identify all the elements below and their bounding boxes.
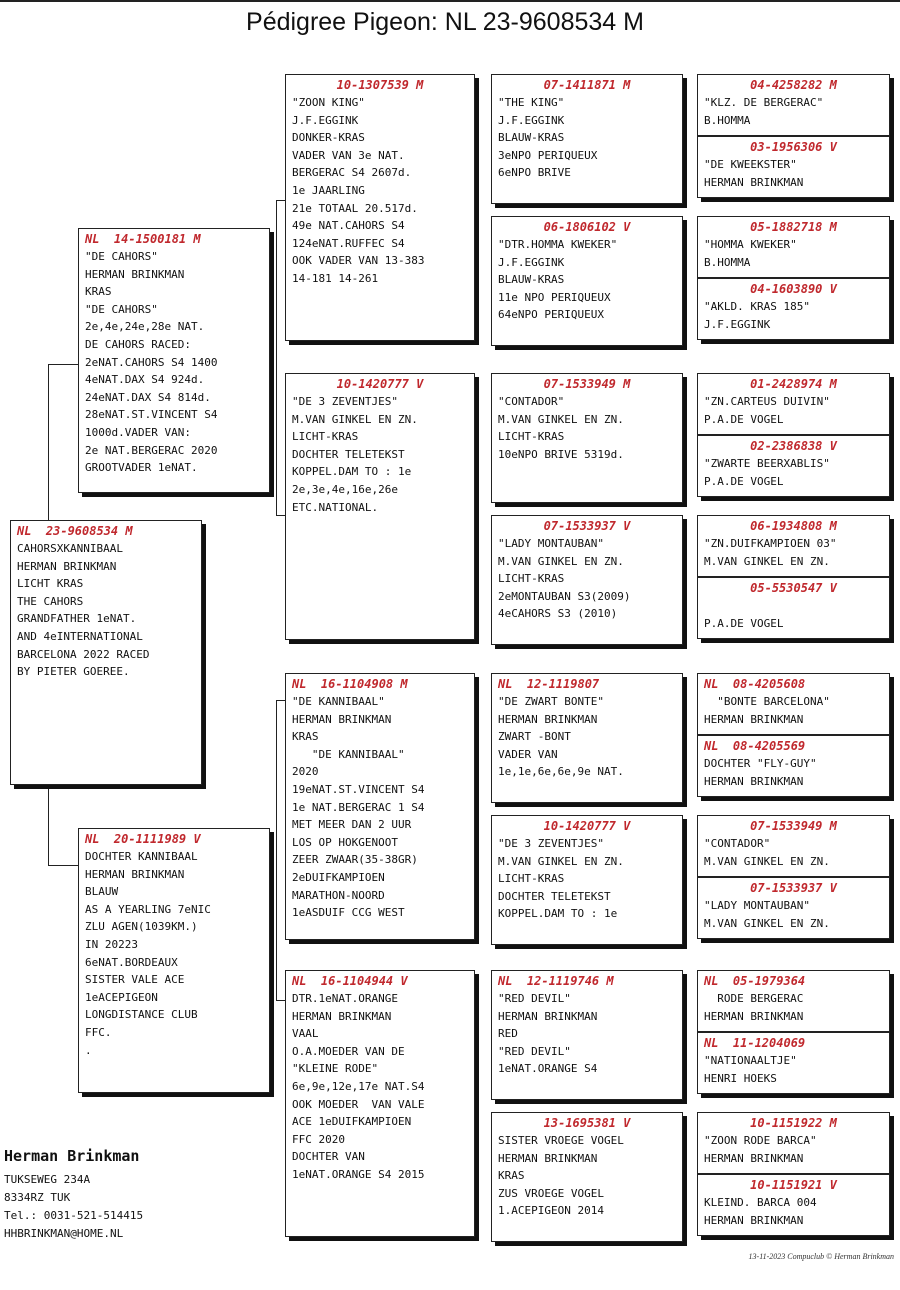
pigeon-info-line: "DE 3 ZEVENTJES" (498, 837, 604, 850)
connector-line (276, 700, 277, 1000)
pigeon-info-line: GRANDFATHER 1eNAT. (17, 612, 137, 626)
pigeon-info-line: BY PIETER GOEREE. (17, 665, 130, 679)
ring-number: NL 16-1104908 M (292, 677, 408, 691)
pigeon-info-line: "RED DEVIL" (498, 992, 571, 1005)
pigeon-info-line: LONGDISTANCE CLUB (85, 1008, 198, 1022)
pigeon-info-line: KLEIND. BARCA 004 (704, 1196, 817, 1209)
ring-number: NL 05-1979364 (704, 974, 806, 988)
top-border (0, 0, 900, 2)
breeder-email: HHBRINKMAN@HOME.NL (4, 1227, 124, 1240)
pigeon-info-line: P.A.DE VOGEL (704, 616, 784, 630)
pigeon-info-line: HERMAN BRINKMAN (498, 1151, 598, 1165)
pigeon-info-line: HERMAN BRINKMAN (704, 712, 804, 726)
pigeon-card (491, 515, 683, 645)
ring-number: 04-1603890 V (750, 282, 837, 296)
pigeon-info-line: HERMAN BRINKMAN (17, 559, 117, 573)
pigeon-info-line: ZEER ZWAAR(35-38GR) (292, 853, 418, 867)
pigeon-info-line: SISTER VALE ACE (85, 973, 185, 987)
ring-number: NL 08-4205569 (704, 739, 806, 753)
pigeon-card (491, 74, 683, 204)
pigeon-card (78, 228, 270, 493)
pigeon-info-line: "DE KWEEKSTER" (704, 158, 797, 171)
ring-number: 10-1420777 V (336, 377, 424, 391)
pigeon-info-line: 2e,3e,4e,16e,26e (292, 482, 398, 496)
pigeon-info-line: "RED DEVIL" (498, 1044, 571, 1058)
connector-line (276, 200, 277, 515)
ring-number: NL 14-1500181 M (85, 232, 201, 246)
pigeon-info-line: B.HOMMA (704, 255, 751, 269)
ring-number: NL 12-1119807 (498, 677, 600, 691)
pigeon-info-line: DOCHTER TELETEKST (292, 447, 405, 461)
pigeon-info-line: 24eNAT.DAX S4 814d. (85, 390, 211, 404)
ring-number: 07-1533949 M (543, 377, 631, 391)
pigeon-info-line: AS A YEARLING 7eNIC (85, 902, 211, 916)
pigeon-info-line: 1eACEPIGEON (85, 990, 158, 1004)
pigeon-card (491, 970, 683, 1100)
pigeon-info-line: HERMAN BRINKMAN (704, 175, 804, 189)
pigeon-info-line: M.VAN GINKEL EN ZN. (704, 916, 830, 930)
pigeon-card (697, 515, 890, 577)
pigeon-card (285, 74, 475, 341)
breeder-address: TUKSEWEG 234A (4, 1173, 91, 1186)
pigeon-info-line: "THE KING" (498, 96, 565, 109)
pigeon-info-line: LICHT-KRAS (498, 872, 565, 886)
pigeon-info-line: P.A.DE VOGEL (704, 474, 784, 488)
pigeon-info-line: 6e,9e,12e,17e NAT.S4 (292, 1079, 425, 1093)
pigeon-info-line: M.VAN GINKEL EN ZN. (704, 854, 830, 868)
pigeon-info-line: CAHORSXKANNIBAAL (17, 542, 123, 555)
ring-number: 02-2386838 V (750, 439, 837, 453)
pigeon-card (697, 577, 890, 639)
ring-number: 01-2428974 M (750, 377, 837, 391)
pigeon-info-line: P.A.DE VOGEL (704, 412, 784, 426)
connector-line (48, 865, 78, 866)
pigeon-info-line: BARCELONA 2022 RACED (17, 647, 150, 661)
pigeon-info-line: "DE CAHORS" (85, 302, 158, 316)
pigeon-card (10, 520, 202, 785)
pigeon-info-line: GROOTVADER 1eNAT. (85, 461, 198, 475)
footer-credit: 13-11-2023 Compuclub © Herman Brinkman (748, 1252, 894, 1261)
pigeon-info-line: HERMAN BRINKMAN (498, 1009, 598, 1023)
pigeon-info-line: LOS OP HOKGENOOT (292, 835, 398, 849)
connector-line (276, 515, 285, 516)
pigeon-info-line: 14-181 14-261 (292, 271, 379, 285)
pigeon-info-line: DOCHTER TELETEKST (498, 889, 611, 903)
pigeon-card (491, 373, 683, 503)
pigeon-info-line: VAAL (292, 1027, 319, 1041)
pigeon-info-line: VADER VAN (498, 747, 558, 761)
pigeon-info-line: DTR.1eNAT.ORANGE (292, 992, 398, 1005)
pigeon-info-line: 1e JAARLING (292, 183, 365, 197)
pigeon-info-line: "BONTE BARCELONA" (704, 695, 830, 708)
pigeon-card (697, 278, 890, 340)
pigeon-card (697, 435, 890, 497)
pigeon-card (697, 1032, 890, 1094)
pigeon-card (697, 373, 890, 435)
pigeon-info-line: KRAS (85, 285, 112, 299)
pigeon-info-line: J.F.EGGINK (498, 113, 565, 127)
pigeon-info-line: O.A.MOEDER VAN DE (292, 1044, 405, 1058)
pigeon-info-line: M.VAN GINKEL EN ZN. (498, 854, 624, 868)
pigeon-info-line: DONKER-KRAS (292, 131, 365, 145)
pigeon-info-line: HERMAN BRINKMAN (704, 1213, 804, 1227)
pigeon-info-line: 11e NPO PERIQUEUX (498, 290, 611, 304)
pigeon-info-line: 1eASDUIF CCG WEST (292, 906, 405, 920)
pigeon-info-line: 2e,4e,24e,28e NAT. (85, 320, 205, 334)
pigeon-info-line: 2eDUIFKAMPIOEN (292, 870, 385, 884)
breeder-phone: Tel.: 0031-521-514415 (4, 1209, 144, 1222)
pigeon-info-line: HERMAN BRINKMAN (85, 867, 185, 881)
pigeon-info-line: MET MEER DAN 2 UUR (292, 818, 412, 832)
page-title: Pédigree Pigeon: NL 23-9608534 M (246, 8, 644, 36)
pigeon-info-line: FFC. (85, 1025, 112, 1039)
ring-number: 07-1411871 M (543, 78, 631, 92)
pigeon-info-line: 3eNPO PERIQUEUX (498, 148, 598, 162)
pigeon-info-line: "LADY MONTAUBAN" (498, 537, 604, 550)
pigeon-info-line: 1eNAT.ORANGE S4 (498, 1062, 598, 1076)
pigeon-info-line: J.F.EGGINK (498, 255, 565, 269)
pigeon-info-line: 1.ACEPIGEON 2014 (498, 1204, 604, 1218)
pigeon-card (491, 216, 683, 346)
pigeon-info-line: 1000d.VADER VAN: (85, 425, 191, 439)
pigeon-card (491, 1112, 683, 1242)
pigeon-info-line: HERMAN BRINKMAN (498, 712, 598, 726)
pigeon-info-line: RED (498, 1027, 518, 1041)
pigeon-info-line: KRAS (292, 730, 319, 744)
pigeon-info-line: ETC.NATIONAL. (292, 500, 379, 514)
pigeon-info-line: 2e NAT.BERGERAC 2020 (85, 443, 218, 457)
pigeon-info-line: "CONTADOR" (704, 837, 771, 850)
ring-number: NL 11-1204069 (704, 1036, 806, 1050)
pigeon-info-line: OOK VADER VAN 13-383 (292, 254, 425, 268)
pigeon-info-line: 6eNAT.BORDEAUX (85, 955, 178, 969)
pigeon-info-line: M.VAN GINKEL EN ZN. (292, 412, 418, 426)
pigeon-info-line: AND 4eINTERNATIONAL (17, 629, 143, 643)
pigeon-card (697, 970, 890, 1032)
ring-number: 10-1151921 V (750, 1178, 837, 1192)
pigeon-info-line: DOCHTER "FLY-GUY" (704, 757, 817, 770)
pigeon-info-line: DE CAHORS RACED: (85, 337, 191, 351)
pigeon-info-line: 2020 (292, 765, 319, 779)
pigeon-info-line: 1e NAT.BERGERAC 1 S4 (292, 800, 425, 814)
ring-number: 06-1934808 M (750, 519, 837, 533)
pigeon-card (697, 216, 890, 278)
pigeon-card (285, 673, 475, 940)
pigeon-card (491, 673, 683, 803)
pigeon-card (285, 373, 475, 640)
ring-number: 10-1307539 M (336, 78, 424, 92)
pigeon-info-line: 19eNAT.ST.VINCENT S4 (292, 782, 425, 796)
connector-line (276, 1000, 285, 1001)
connector-line (48, 785, 49, 865)
pigeon-info-line: HERMAN BRINKMAN (292, 1009, 392, 1023)
ring-number: NL 20-1111989 V (85, 832, 201, 846)
ring-number: NL 08-4205608 (704, 677, 806, 691)
pigeon-info-line: 4eCAHORS S3 (2010) (498, 607, 618, 621)
breeder-postal: 8334RZ TUK (4, 1191, 71, 1204)
ring-number: 07-1533937 V (750, 881, 837, 895)
pigeon-info-line: 49e NAT.CAHORS S4 (292, 219, 405, 233)
breeder-name: Herman Brinkman (4, 1147, 140, 1165)
pigeon-card (78, 828, 270, 1093)
pigeon-info-line: LICHT-KRAS (498, 430, 565, 444)
pigeon-info-line: J.F.EGGINK (704, 317, 771, 331)
ring-number: 13-1695381 V (543, 1116, 631, 1130)
pigeon-card (697, 74, 890, 136)
pigeon-info-line: SISTER VROEGE VOGEL (498, 1134, 624, 1147)
pigeon-card (697, 136, 890, 198)
pigeon-info-line: LICHT-KRAS (498, 572, 565, 586)
pigeon-card (697, 815, 890, 877)
pigeon-card (697, 1174, 890, 1236)
pigeon-info-line: M.VAN GINKEL EN ZN. (704, 554, 830, 568)
ring-number: 03-1956306 V (750, 140, 837, 154)
pigeon-info-line: HERMAN BRINKMAN (704, 774, 804, 788)
pigeon-info-line: ZWART -BONT (498, 730, 571, 744)
pigeon-info-line: "DE 3 ZEVENTJES" (292, 395, 398, 408)
ring-number: 04-4258282 M (750, 78, 837, 92)
pigeon-info-line: KOPPEL.DAM TO : 1e (498, 907, 618, 921)
pigeon-info-line: IN 20223 (85, 937, 138, 951)
connector-line (276, 700, 285, 701)
ring-number: 05-1882718 M (750, 220, 837, 234)
ring-number: NL 16-1104944 V (292, 974, 408, 988)
pigeon-info-line: 10eNPO BRIVE 5319d. (498, 447, 624, 461)
breeder-info (4, 1147, 143, 1243)
pigeon-info-line: J.F.EGGINK (292, 113, 359, 127)
pigeon-info-line: ZLU AGEN(1039KM.) (85, 920, 198, 934)
pigeon-info-line: . (85, 1043, 92, 1057)
pigeon-info-line: "LADY MONTAUBAN" (704, 899, 810, 912)
pigeon-info-line: M.VAN GINKEL EN ZN. (498, 412, 624, 426)
pigeon-info-line: ACE 1eDUIFKAMPIOEN (292, 1115, 412, 1129)
pigeon-info-line: "ZN.CARTEUS DUIVIN" (704, 395, 830, 408)
pigeon-info-line: "ZN.DUIFKAMPIOEN 03" (704, 537, 837, 550)
connector-line (48, 364, 49, 524)
pigeon-card (697, 735, 890, 797)
pigeon-info-line: 6eNPO BRIVE (498, 166, 571, 180)
pigeon-info-line: DOCHTER VAN (292, 1150, 365, 1164)
pigeon-info-line: 1e,1e,6e,6e,9e NAT. (498, 765, 624, 779)
ring-number: NL 23-9608534 M (17, 524, 133, 538)
pigeon-info-line: "ZWARTE BEERXABLIS" (704, 457, 830, 470)
pigeon-info-line: LICHT KRAS (17, 577, 84, 591)
pigeon-info-line: "KLEINE RODE" (292, 1062, 379, 1076)
pigeon-info-line: M.VAN GINKEL EN ZN. (498, 554, 624, 568)
pigeon-info-line: OOK MOEDER VAN VALE (292, 1097, 425, 1111)
connector-line (48, 364, 78, 365)
pigeon-info-line: KOPPEL.DAM TO : 1e (292, 465, 412, 479)
pigeon-info-line: 1eNAT.ORANGE S4 2015 (292, 1167, 425, 1181)
pigeon-info-line: "DE ZWART BONTE" (498, 695, 604, 708)
pigeon-info-line: "ZOON RODE BARCA" (704, 1134, 817, 1147)
pigeon-card (697, 673, 890, 735)
pigeon-info-line: "DE CAHORS" (85, 250, 158, 263)
pigeon-info-line: VADER VAN 3e NAT. (292, 148, 405, 162)
pigeon-info-line: "AKLD. KRAS 185" (704, 300, 810, 313)
pigeon-info-line: KRAS (498, 1169, 525, 1183)
pigeon-info-line: "KLZ. DE BERGERAC" (704, 96, 824, 109)
ring-number: 07-1533949 M (750, 819, 837, 833)
pigeon-info-line: BLAUW (85, 885, 119, 899)
pigeon-info-line: 124eNAT.RUFFEC S4 (292, 236, 405, 250)
pigeon-info-line: HERMAN BRINKMAN (85, 267, 185, 281)
pigeon-info-line: HERMAN BRINKMAN (704, 1009, 804, 1023)
pigeon-info-line: 2eNAT.CAHORS S4 1400 (85, 355, 218, 369)
pigeon-info-line: THE CAHORS (17, 594, 84, 608)
pigeon-card (697, 877, 890, 939)
pigeon-card (285, 970, 475, 1237)
pigeon-info-line: DOCHTER KANNIBAAL (85, 850, 198, 863)
pigeon-info-line: "DTR.HOMMA KWEKER" (498, 238, 618, 251)
ring-number: 10-1151922 M (750, 1116, 837, 1130)
connector-line (276, 200, 285, 201)
pigeon-info-line: ZUS VROEGE VOGEL (498, 1186, 604, 1200)
pigeon-info-line: B.HOMMA (704, 113, 751, 127)
pigeon-info-line: 21e TOTAAL 20.517d. (292, 201, 418, 215)
ring-number: 06-1806102 V (543, 220, 631, 234)
pigeon-info-line: 64eNPO PERIQUEUX (498, 308, 604, 322)
pigeon-info-line: BLAUW-KRAS (498, 131, 565, 145)
pigeon-info-line: "DE KANNIBAAL" (292, 695, 385, 708)
pigeon-info-line: BLAUW-KRAS (498, 273, 565, 287)
pigeon-info-line: "DE KANNIBAAL" (292, 747, 405, 761)
pigeon-info-line: HERMAN BRINKMAN (704, 1151, 804, 1165)
pigeon-info-line: 2eMONTAUBAN S3(2009) (498, 589, 631, 603)
pigeon-card (697, 1112, 890, 1174)
pigeon-info-line: "HOMMA KWEKER" (704, 238, 797, 251)
pigeon-info-line: HENRI HOEKS (704, 1071, 777, 1085)
pigeon-info-line: FFC 2020 (292, 1132, 345, 1146)
pigeon-info-line: BERGERAC S4 2607d. (292, 166, 412, 180)
pigeon-info-line: HERMAN BRINKMAN (292, 712, 392, 726)
pigeon-info-line (704, 597, 883, 615)
pigeon-info-line: RODE BERGERAC (704, 992, 804, 1005)
pigeon-info-line: 28eNAT.ST.VINCENT S4 (85, 408, 218, 422)
pigeon-info-line: MARATHON-NOORD (292, 888, 385, 902)
pigeon-info-line: "ZOON KING" (292, 96, 365, 109)
ring-number: 07-1533937 V (543, 519, 631, 533)
ring-number: 10-1420777 V (543, 819, 631, 833)
pigeon-info-line: "NATIONAALTJE" (704, 1054, 797, 1067)
ring-number: NL 12-1119746 M (498, 974, 614, 988)
pigeon-info-line: "CONTADOR" (498, 395, 565, 408)
pigeon-info-line: 4eNAT.DAX S4 924d. (85, 373, 205, 387)
ring-number: 05-5530547 V (750, 581, 837, 595)
pigeon-info-line: LICHT-KRAS (292, 430, 359, 444)
pigeon-card (491, 815, 683, 945)
